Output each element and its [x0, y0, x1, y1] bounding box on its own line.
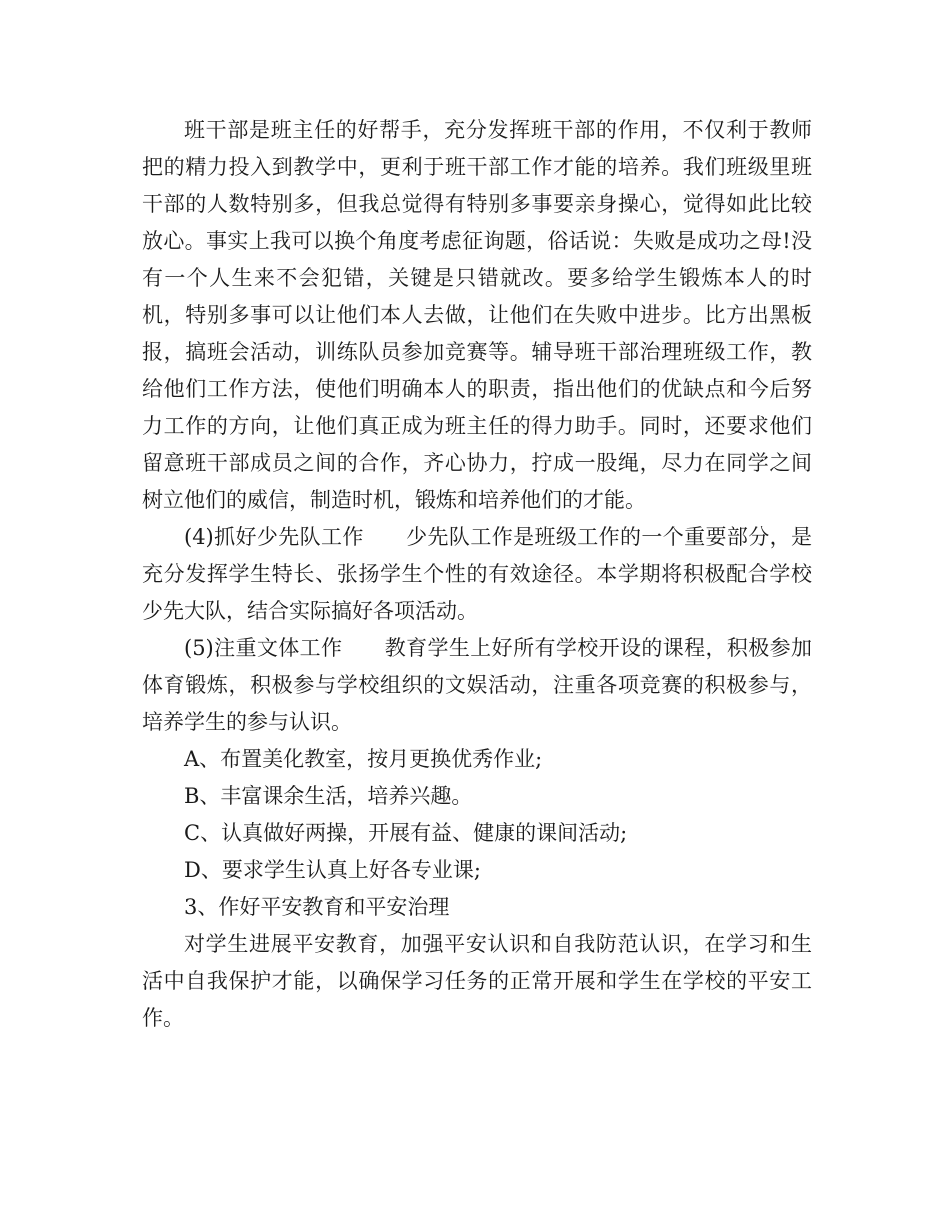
list-item-b	[142, 778, 812, 815]
section-heading-safety	[142, 889, 812, 926]
list-item-text: A、布置美化教室，按月更换优秀作业;	[184, 747, 543, 771]
paragraph-text: 少先队工作是班级工作的一个重要部分，是充分发挥学生特长、张扬学生个性的有效途径。本学期将积极配合学校少先大队，结合实际搞好各项活动。	[142, 525, 813, 623]
paragraph-text: 对学生进展平安教育，加强平安认识和自我防范认识，在学习和生活中自我保护才能，以确保学习任务的正常开展和学生在学校的平安工作。	[142, 932, 812, 1030]
paragraph-text: 班干部是班主任的好帮手，充分发挥班干部的作用，不仅利于教师把的精力投入到教学中，更利于班干部工作才能的培养。我们班级里班干部的人数特别多，但我总觉得有特别多事要亲身操心，觉得如此比较放心。事实上我可以换个角度考虑征询题，俗话说：失败是成功之母!没有一个人生来不会犯错，关键是只错就改。要多给学生锻炼本人的时机，特别多事可以让他们本人去做，让他们在失败中进步。比方出黑板报，搞班会活动，训练队员参加竞赛等。辅导班干部治理班级工作，教给他们工作方法，使他们明确本人的职责，指出他们的优缺点和今后努力工作的方向，让他们真正成为班主任的得力助手。同时，还要求他们留意班干部成员之间的合作，齐心协力，拧成一股绳，尽力在同学之间树立他们的威信，制造时机，锻炼和培养他们的才能。	[142, 118, 812, 512]
list-item-d	[142, 852, 812, 889]
list-item-c	[142, 815, 812, 852]
document-body	[142, 112, 812, 1037]
section-heading-text: 3、作好平安教育和平安治理	[184, 895, 450, 919]
paragraph-heading: (4)抓好少先队工作	[184, 525, 364, 549]
list-item-text: C、认真做好两操，开展有益、健康的课间活动;	[184, 821, 628, 845]
paragraph-class-cadres	[142, 112, 812, 519]
paragraph-young-pioneers	[142, 519, 812, 630]
list-item-text: D、要求学生认真上好各专业课;	[184, 858, 481, 882]
list-item-a	[142, 741, 812, 778]
paragraph-heading: (5)注重文体工作	[184, 636, 343, 660]
paragraph-safety-education	[142, 926, 812, 1037]
paragraph-text: 教育学生上好所有学校开设的课程，积极参加体育锻炼，积极参与学校组织的文娱活动，注重各项竞赛的积极参与，培养学生的参与认识。	[142, 636, 812, 734]
paragraph-culture-sports	[142, 630, 812, 741]
list-item-text: B、丰富课余生活，培养兴趣。	[184, 784, 473, 808]
